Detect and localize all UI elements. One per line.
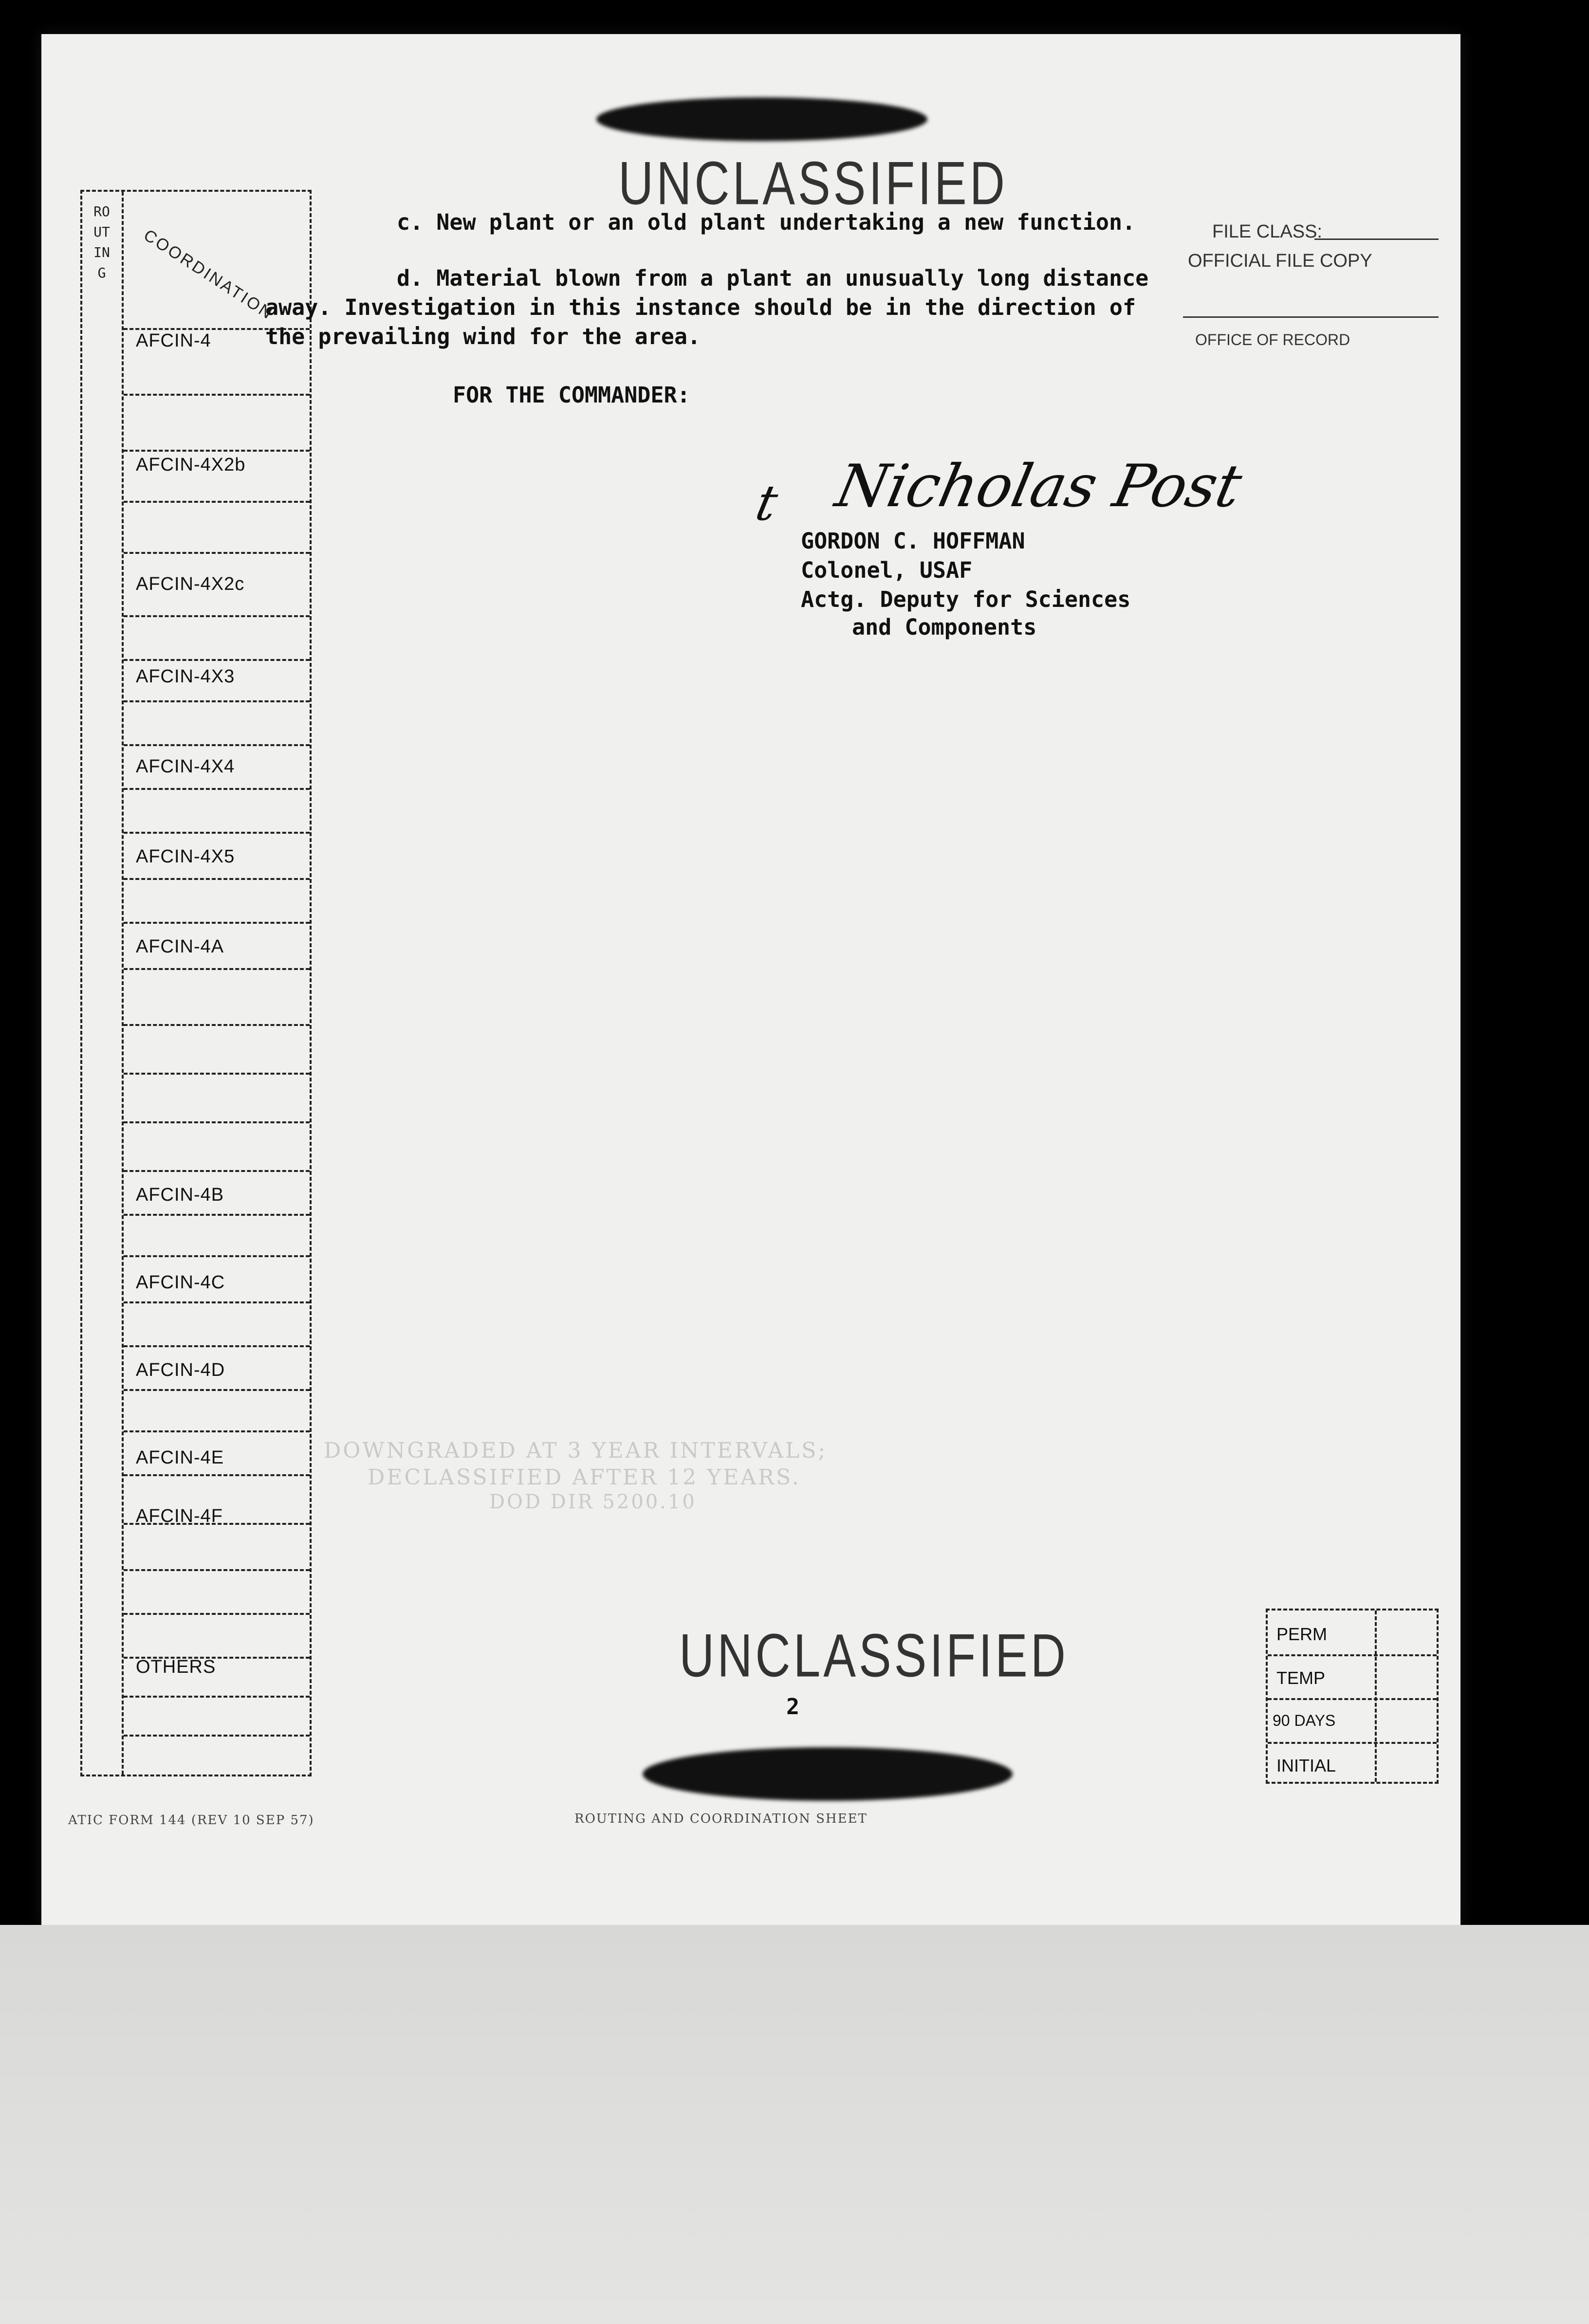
downgrade-line3: DOD DIR 5200.10 <box>489 1491 697 1513</box>
routing-row-divider <box>124 659 310 663</box>
retention-label-initial: INITIAL <box>1276 1756 1336 1775</box>
signer-name: GORDON C. HOFFMAN <box>801 528 1025 554</box>
file-copy-line <box>1183 316 1439 318</box>
routing-row-divider <box>124 700 310 704</box>
retention-row-90-days <box>1268 1698 1437 1744</box>
routing-row-divider <box>124 1255 310 1259</box>
redaction-top <box>596 97 927 141</box>
routing-row-divider <box>124 1301 310 1305</box>
routing-row-divider <box>124 788 310 792</box>
routing-row-divider <box>124 552 310 556</box>
routing-row-divider <box>124 1430 310 1434</box>
routing-row-divider <box>124 1345 310 1349</box>
routing-row-divider <box>124 1735 310 1738</box>
routing-label-afcin-4a: AFCIN-4A <box>136 936 224 957</box>
file-class-label: FILE CLASS: <box>1212 221 1322 242</box>
routing-label-afcin-4e: AFCIN-4E <box>136 1447 224 1468</box>
paragraph-d-line1: d. Material blown from a plant an unusually long distance <box>397 265 1149 291</box>
routing-label-afcin-4x5: AFCIN-4X5 <box>136 846 235 867</box>
routing-label-afcin-4x3: AFCIN-4X3 <box>136 666 235 687</box>
retention-row-initial <box>1268 1742 1437 1786</box>
routing-label-afcin-4c: AFCIN-4C <box>136 1272 225 1293</box>
routing-row-divider <box>124 1073 310 1077</box>
routing-row-divider <box>124 1696 310 1700</box>
routing-row-divider <box>124 501 310 505</box>
routing-label-afcin-4: AFCIN-4 <box>136 330 211 351</box>
paragraph-d-line3: the prevailing wind for the area. <box>265 324 701 349</box>
routing-row-divider <box>124 922 310 926</box>
retention-row-perm <box>1268 1610 1437 1656</box>
signer-rank: Colonel, USAF <box>801 557 973 583</box>
routing-row-divider <box>124 1024 310 1028</box>
routing-row-divider <box>124 1121 310 1125</box>
paragraph-d-line2: away. Investigation in this instance should be in the direction of <box>265 294 1136 320</box>
routing-row-divider <box>124 615 310 619</box>
downgrade-line2: DECLASSIFIED AFTER 12 YEARS. <box>368 1465 801 1490</box>
routing-label-afcin-4d: AFCIN-4D <box>136 1360 225 1380</box>
retention-label-temp: TEMP <box>1276 1668 1326 1688</box>
routing-row-divider <box>124 744 310 748</box>
routing-label-afcin-4x4: AFCIN-4X4 <box>136 756 235 777</box>
routing-label: ROUTING <box>93 203 110 281</box>
classification-stamp-top: UNCLASSIFIED <box>618 149 1008 218</box>
sheet-title: ROUTING AND COORDINATION SHEET <box>574 1812 868 1826</box>
redaction-bottom <box>643 1747 1013 1801</box>
routing-row-divider <box>124 878 310 882</box>
retention-box <box>1266 1609 1439 1784</box>
retention-label-perm: PERM <box>1276 1624 1328 1644</box>
for-the-commander: FOR THE COMMANDER: <box>453 382 690 408</box>
routing-row-divider <box>124 1170 310 1174</box>
routing-row-divider <box>124 450 310 454</box>
routing-row-divider <box>124 1389 310 1393</box>
official-file-copy: OFFICIAL FILE COPY <box>1188 251 1372 271</box>
routing-label-afcin-4x2c: AFCIN-4X2c <box>136 574 245 594</box>
routing-label-afcin-4f: AFCIN-4F <box>136 1506 223 1526</box>
routing-column <box>80 190 312 1776</box>
retention-row-temp <box>1268 1654 1437 1700</box>
retention-label-90-days: 90 DAYS <box>1273 1712 1336 1729</box>
routing-row-divider <box>124 1569 310 1573</box>
routing-row-divider <box>124 968 310 972</box>
downgrade-line1: DOWNGRADED AT 3 YEAR INTERVALS; <box>324 1438 828 1463</box>
classification-stamp-bottom: UNCLASSIFIED <box>679 1621 1069 1690</box>
routing-side-panel <box>82 192 124 1775</box>
paragraph-c: c. New plant or an old plant undertaking a new function. <box>397 209 1136 235</box>
routing-label-afcin-4b: AFCIN-4B <box>136 1185 224 1205</box>
routing-row-divider <box>124 832 310 836</box>
file-class-line <box>1314 238 1439 240</box>
signer-title-line1: Actg. Deputy for Sciences <box>801 586 1131 612</box>
routing-label-others: OTHERS <box>136 1657 216 1677</box>
routing-label-afcin-4x2b: AFCIN-4X2b <box>136 455 246 475</box>
handwritten-signature: Nicholas Post <box>830 453 1248 520</box>
routing-row-divider <box>124 1214 310 1218</box>
page-number: 2 <box>786 1694 800 1720</box>
routing-row-divider <box>124 1613 310 1617</box>
office-of-record: OFFICE OF RECORD <box>1195 331 1350 348</box>
form-number: ATIC FORM 144 (REV 10 SEP 57) <box>68 1813 314 1828</box>
signer-title-line2: and Components <box>852 614 1037 640</box>
scan-margin <box>0 1925 1589 2324</box>
routing-row-divider <box>124 1474 310 1478</box>
signature-prefix: t <box>751 475 783 531</box>
routing-row-divider <box>124 394 310 398</box>
coordination-label: COORDINATION <box>140 226 277 324</box>
